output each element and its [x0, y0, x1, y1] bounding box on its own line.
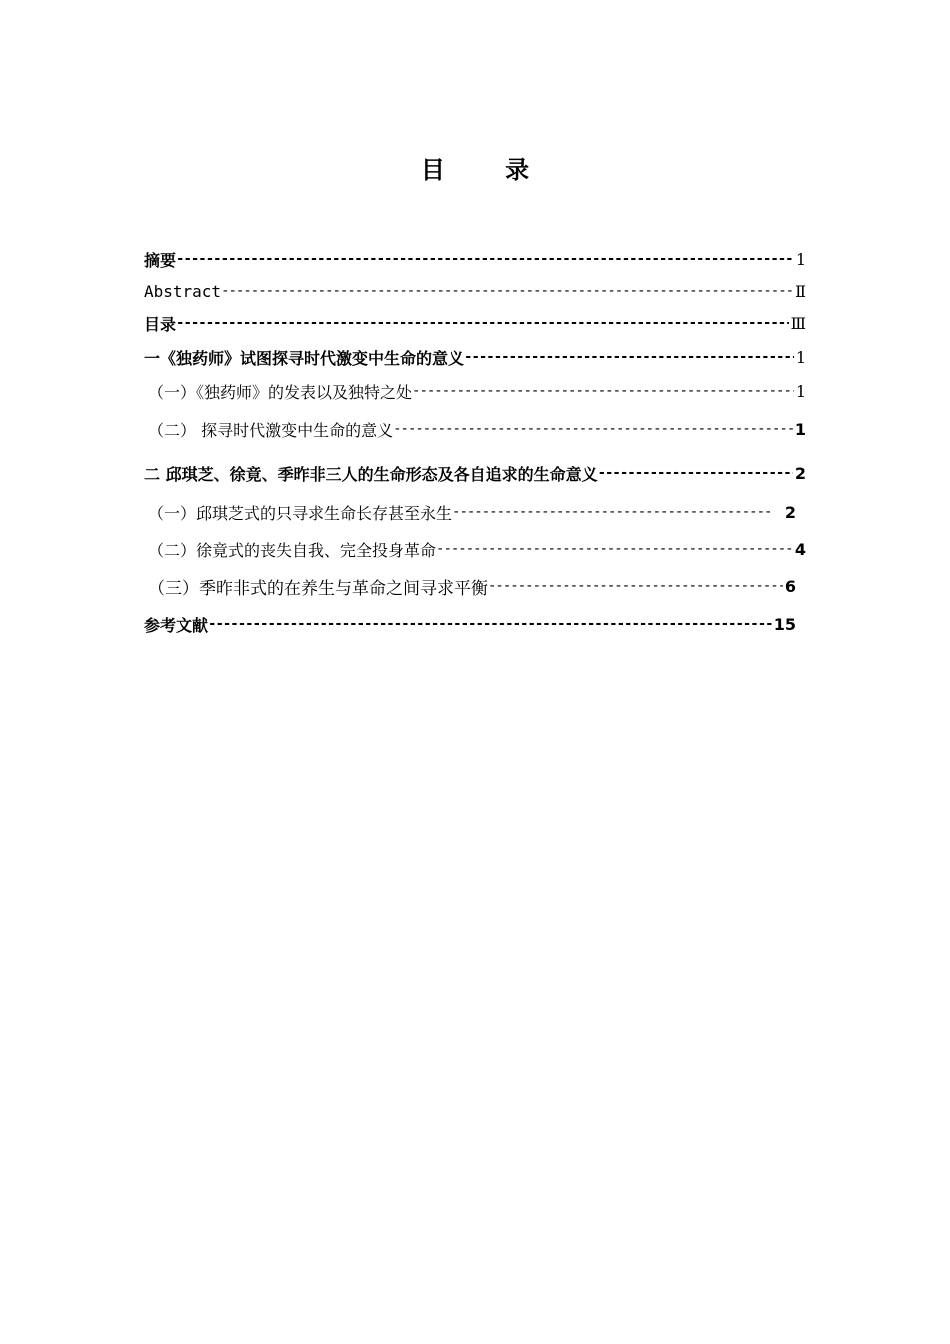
toc-entry-chapter-1[interactable]: [144, 342, 806, 372]
toc-entry-label: （三）季昨非式的在养生与革命之间寻求平衡: [148, 578, 488, 599]
page-title: 目 录: [420, 156, 556, 184]
toc-entry-label: （二） 探寻时代激变中生命的意义: [148, 420, 394, 440]
toc-entry-label: 一《独药师》试图探寻时代激变中生命的意义: [144, 348, 465, 368]
toc-entry-chapter-2[interactable]: [144, 458, 806, 488]
toc-page-number: Ⅲ: [790, 313, 806, 333]
toc-leader-dots: [176, 308, 789, 338]
toc-entry-section-2-1[interactable]: [144, 497, 806, 527]
toc-entry-label: 二 邱琪芝、徐竟、季昨非三人的生命形态及各自追求的生命意义: [144, 464, 598, 484]
toc-entry-label: 摘要: [144, 250, 177, 270]
toc-entry-abstract-cn[interactable]: [144, 244, 806, 274]
toc-entry-label: 参考文献: [144, 615, 209, 635]
toc-entry-label: 目录: [144, 314, 177, 334]
toc-page-number: 1: [795, 249, 806, 269]
toc-entry-section-1-2[interactable]: [144, 414, 806, 444]
toc-entry-references[interactable]: [144, 609, 806, 639]
toc-entry-label: （一）邱琪芝式的只寻求生命长存甚至永生: [148, 503, 453, 523]
toc-leader-dots: [412, 376, 794, 406]
toc-leader-dots: [452, 497, 773, 527]
toc-page-number: 1: [794, 419, 806, 439]
toc-page-number: 15: [773, 614, 796, 634]
toc-leader-dots: [598, 458, 793, 488]
toc-leader-dots: [393, 414, 793, 444]
toc-entry-section-1-1[interactable]: [144, 376, 806, 406]
toc-leader-dots: [208, 609, 772, 639]
toc-page-number: 4: [794, 539, 806, 559]
toc-entry-contents[interactable]: [144, 308, 806, 338]
toc-page-number: 1: [795, 381, 806, 401]
toc-entry-abstract-en[interactable]: [144, 276, 806, 306]
toc-entry-label: （二）徐竟式的丧失自我、完全投身革命: [148, 540, 437, 560]
toc-page-number: 2: [794, 463, 806, 483]
toc-entry-label: Abstract: [144, 281, 222, 301]
toc-entry-section-2-3[interactable]: [144, 571, 806, 601]
toc-page-number: 2: [784, 502, 796, 522]
toc-leader-dots: [176, 244, 794, 274]
toc-leader-dots: [488, 571, 783, 601]
toc-page-number: 1: [795, 347, 806, 367]
toc-page-number: Ⅱ: [795, 281, 806, 301]
toc-page-number: 6: [784, 576, 796, 596]
toc-entry-section-2-2[interactable]: [144, 534, 806, 564]
toc-entry-label: （一）《独药师》的发表以及独特之处: [148, 382, 413, 402]
toc-leader-dots: [436, 534, 793, 564]
toc-leader-dots: [464, 342, 794, 372]
toc-leader-dots: [221, 276, 793, 306]
